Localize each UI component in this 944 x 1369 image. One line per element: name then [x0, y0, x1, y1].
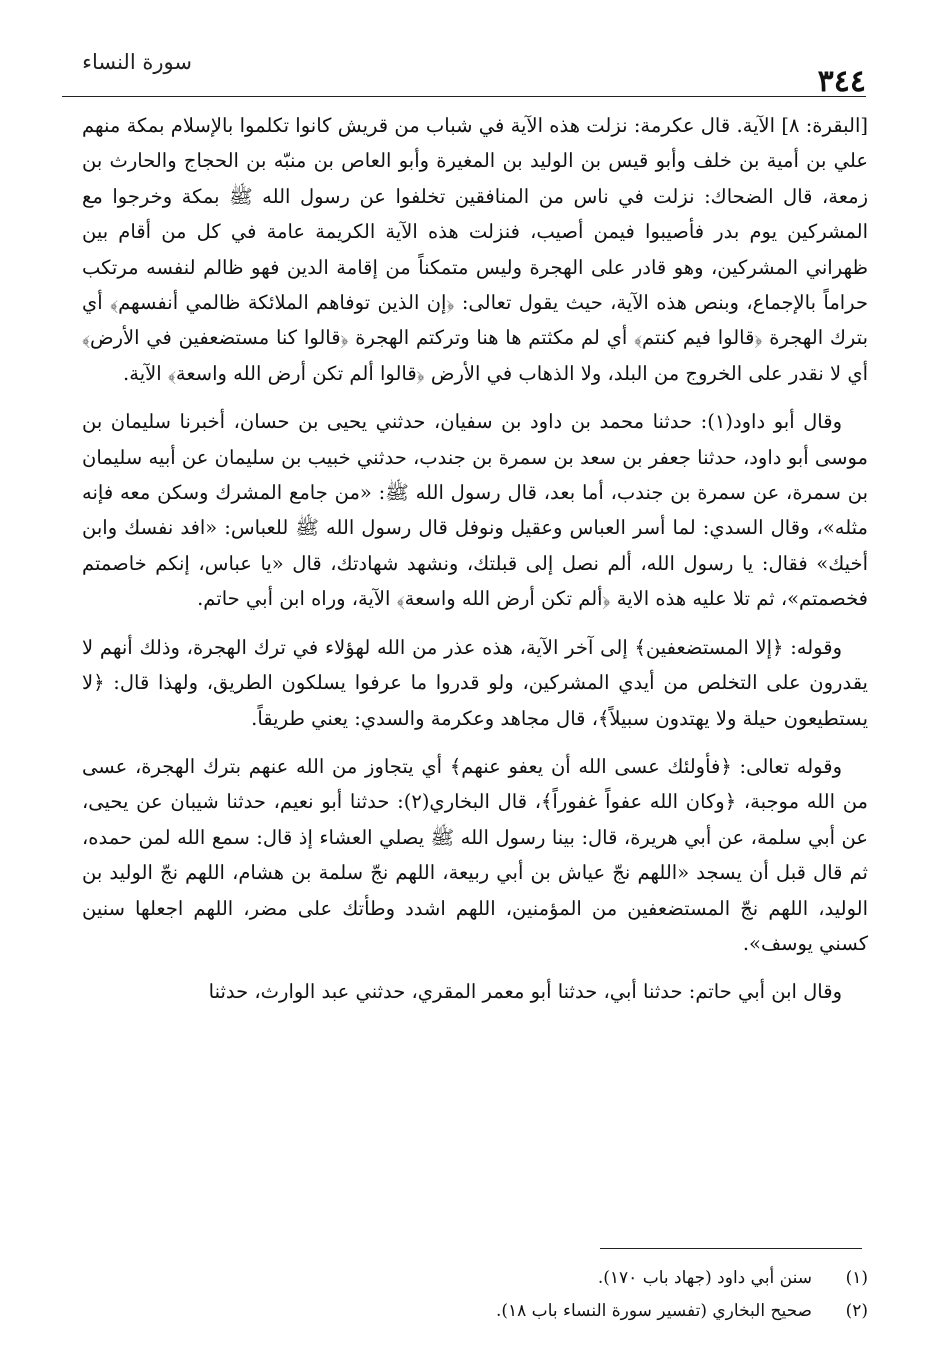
header-divider	[62, 96, 866, 97]
footnote-number: (٢)	[845, 1301, 868, 1321]
footnotes	[300, 1262, 868, 1328]
footnote-item	[300, 1262, 868, 1295]
footnote-text: سنن أبي داود (جهاد باب ١٧٠).	[597, 1268, 812, 1288]
footnote-item	[300, 1295, 868, 1328]
running-header-surah-name: سورة النساء	[82, 50, 192, 74]
paragraph-3: وقوله: ﴿إلا المستضعفين﴾ إلى آخر الآية، هذه عذر من الله لهؤلاء في ترك الهجرة، وذلك أنهم لا يقدرون على التخلص من أيدي المشركين، ولو قدروا ما عرفوا يسلكون الطريق، ولهذا قال: ﴿لا يستطيعون حيلة ولا يهتدون سبيلاً﴾، قال مجاهد وعكرمة والسدي: يعني طريقاً.	[82, 635, 868, 730]
paragraph-5: وقال ابن أبي حاتم: حدثنا أبي، حدثنا أبو معمر المقري، حدثني عبد الوارث، حدثنا	[208, 980, 842, 1004]
footnote-divider	[600, 1248, 862, 1249]
body-text	[82, 108, 868, 1023]
footnote-number: (١)	[845, 1268, 868, 1288]
page-number: ٣٤٤	[817, 64, 866, 99]
paragraph-1: [البقرة: ٨] الآية. قال عكرمة: نزلت هذه الآية في شباب من قريش كانوا تكلموا بالإسلام بمكة منهم علي بن أمية بن خلف وأبو قيس بن الوليد بن المغيرة وأبو العاص بن منبّه بن الحجاج والحارث بن زمعة، قال الضحاك: نزلت في ناس من المنافقين تخلفوا عن رسول الله ﷺ بمكة وخرجوا مع المشركين يوم بدر فأصيبوا فيمن أصيب، فنزلت هذه الآية الكريمة عامة في كل من أقام بين ظهراني المشركين، وهو قادر على الهجرة وليس متمكناً من إقامة الدين فهو ظالم لنفسه مرتكب حراماً بالإجماع، وبنص هذه الآية، حيث يقول تعالى: ﴿إن الذين توفاهم الملائكة ظالمي أنفسهم﴾ أي بترك الهجرة ﴿قالوا فيم كنتم﴾ أي لم مكثتم ها هنا وتركتم الهجرة ﴿قالوا كنا مستضعفين في الأرض﴾ أي لا نقدر على الخروج من البلد، ولا الذهاب في الأرض ﴿قالوا ألم تكن أرض الله واسعة﴾ الآية.	[82, 114, 868, 385]
paragraph-2: وقال أبو داود(١): حدثنا محمد بن داود بن سفيان، حدثني يحيى بن حسان، أخبرنا سليمان بن موسى أبو داود، حدثنا جعفر بن سعد بن سمرة بن جندب، حدثني خبيب بن سليمان عن أبيه سليمان بن سمرة، عن سمرة بن جندب، أما بعد، قال رسول الله ﷺ: «من جامع المشرك وسكن معه فإنه مثله»، وقال السدي: لما أسر العباس وعقيل ونوفل قال رسول الله ﷺ للعباس: «افد نفسك وابن أخيك» فقال: يا رسول الله، ألم نصل إلى قبلتك، ونشهد شهادتك، قال «يا عباس، إنكم خاصمتم فخصمتم»، ثم تلا عليه هذه الاية ﴿ألم تكن أرض الله واسعة﴾ الآية، وراه ابن أبي حاتم.	[82, 410, 868, 611]
footnote-text: صحيح البخاري (تفسير سورة النساء باب ١٨).	[495, 1301, 812, 1321]
paragraph-4: وقوله تعالى: ﴿فأولئك عسى الله أن يعفو عنهم﴾ أي يتجاوز من الله عنهم بترك الهجرة، عسى من الله موجبة، ﴿وكان الله عفواً غفوراً﴾، قال البخاري(٢): حدثنا أبو نعيم، حدثنا شيبان عن يحيى، عن أبي سلمة، عن أبي هريرة، قال: بينا رسول الله ﷺ يصلي العشاء إذ قال: سمع الله لمن حمده، ثم قال قبل أن يسجد «اللهم نجّ عياش بن أبي ربيعة، اللهم نجّ سلمة بن هشام، اللهم نجّ الوليد بن الوليد، اللهم نجّ المستضعفين من المؤمنين، اللهم اشدد وطأتك على مضر، اللهم اجعلها سنين كسني يوسف».	[82, 754, 868, 955]
